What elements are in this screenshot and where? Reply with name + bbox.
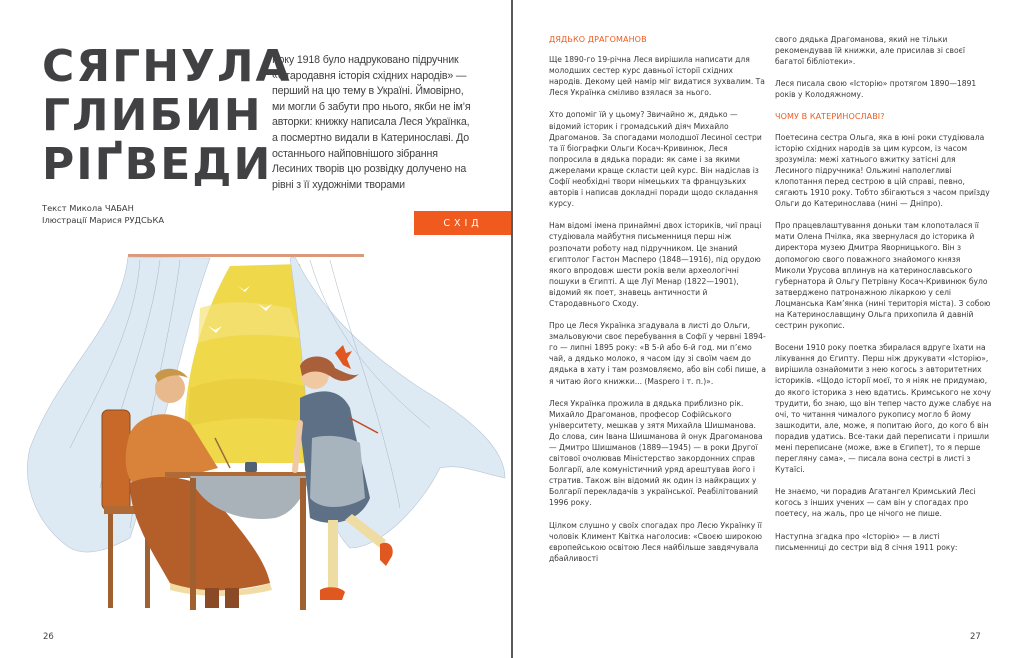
- section-tag: СХІД: [414, 211, 512, 235]
- paragraph: Про працевлаштування доньки там клопоталася її мати Олена Пчілка, яка звернулася до історика й директора музею Дмитра Яворницького. Він з допомогою свого поважного знайомого князя Миколи Урусова вплинув на катеринославського губернатора й Ольгу Петрівну Косач-Кривинюк було затверджено патронажною лікаркою у селі Лоцманська Кам’янка (нині територія міста). З собою на Катеринославщину Ольга прихопила й давній сестрин рукопис.: [775, 221, 991, 331]
- section-heading-katerynoslav: ЧОМУ В КАТЕРИНОСЛАВІ?: [775, 112, 885, 122]
- paragraph: Восени 1910 року поетка збиралася вдруге їхати на лікування до Єгипту. Перш ніж друкувати «Історію», вирішила ознайомити з нею когось з авторитетних істориків. «Щодо історії моєї, то я ніяк не придумаю, до якого історика з нею вдатись. Кримського не хочу трудити, бо знаю, що він тепер часто дуже слабує на очі, то читання чималого рукопису могло б йому зашкодити, але, може, я попитаю його, до кого б він порадив удатись. Все-таки дай переписати і пришли мені переписане (може, вже в Єгипет), то я перше перегляну сама», — писала вона сестрі в листі з Кутаїсі.: [775, 343, 992, 475]
- paragraph: Ще 1890-го 19-річна Леся вирішила написати для молодших сестер курс давньої історії східних народів. Декому цей намір міг видатися зухвалим. Та Леся Українка сміливо взялася за нього.: [549, 55, 765, 98]
- article-title: [42, 41, 292, 190]
- paragraph: Наступна згадка про «Історію» — в листі письменниці до сестри від 8 січня 1911 року:: [775, 531, 958, 552]
- paragraph: Хто допоміг їй у цьому? Звичайно ж, дядько — відомий історик і громадський діяч Михайло Драгоманов. За спогадами молодшої Лесиної сестри та її біографки Ольги Косач-Кривинюк, Леся попросила в дядька поради: як саме і за якими джерелами краще скласти цей курс. Він надіслав із Софії необхідні твори німецьких та французьких авторів і написав докладні поради щодо складання курсу.: [549, 110, 762, 209]
- text-column-1: [549, 34, 767, 575]
- paragraph: Цілком слушно у своїх спогадах про Лесю Українку її чоловік Климент Квітка наголосив: «Своєю широкою європейською освітою Леся найбільше завдячувала дбайливості: [549, 520, 762, 563]
- paragraph: Про це Леся Українка згадувала в листі до Ольги, змальовуючи своє перебування в Софії у червні 1894-го — липні 1895 року: «В 5-й або 6-й год. ми п’ємо чай, а дядько молоко, я часом іду зі своїм чаєм до дядька в хату і там розмовляємо, або він собі пише, а я читаю його книжки... (Maspero і т. п.)».: [549, 321, 766, 386]
- paragraph: Не знаємо, чи порадив Агатангел Кримський Лесі когось з інших учених — сам він у спогадах про поетесу, на жаль, про це нічого не пише.: [775, 487, 976, 519]
- paragraph: свого дядька Драгоманова, який не тільки рекомендував їй книжки, але присилав зі своєї багатої бібліотеки».: [775, 35, 965, 67]
- author-credit: Текст Микола ЧАБАН: [42, 203, 134, 213]
- title-line-2: ГЛИБИН: [42, 90, 263, 141]
- title-line-1: СЯГНУЛА: [42, 41, 292, 92]
- paragraph: Леся писала свою «Історію» протягом 1890—1891 років у Колодяжному.: [775, 79, 977, 100]
- section-heading-dragomanov: ДЯДЬКО ДРАГОМАНОВ: [549, 35, 647, 44]
- paragraph: Нам відомі імена принаймні двох істориків, чиї праці студіювала майбутня письменниця перш ніж розпочати роботу над підручником. Це знаний єгиптолог Гастон Масперо (1848—1916), під орудою якого впродовж шести років вели археологічні пошуки в Єгипті. А ще Луї Менар (1822—1901), відомий як поет, знавець античности й Стародавнього Сходу.: [549, 221, 762, 308]
- title-line-3: РІҐВЕДИ: [42, 139, 273, 190]
- illustration-writing-scene: [0, 248, 512, 628]
- paragraph: Поетесина сестра Ольга, яка в юні роки студіювала історію східних народів за цим курсом, із часом зрозуміла: межі хатнього вжитку затісні для Лесиного підручника! Ольжині наполегливі клопотання перед сестрою в цій справі, певно, сягають 1910 року. Тобто збігаються з часом приїзду Ольги до Катеринослава (нині — Дніпро).: [775, 132, 990, 209]
- lead-paragraph: Року 1918 було надруковано підручник «Стародавня історія східних народів» — перший на цю тему в Україні. Ймовірно, ми могли б забути про нього, якби не ім’я авторки: книжку написала Леся Українка, а посмертно видали в Катеринославі. До останнього найповнішого зібрання Лесиних творів цю розвідку долучено на рівні з її художніми творами: [272, 54, 471, 191]
- page-number-left: 26: [43, 632, 54, 642]
- text-column-2: [775, 34, 993, 564]
- illustrator-credit: Ілюстрації Марися РУДСЬКА: [42, 214, 165, 225]
- page-number-right: 27: [970, 632, 981, 642]
- credits: [42, 203, 164, 226]
- paragraph: Леся Українка прожила в дядька приблизно рік. Михайло Драгоманов, професор Софійського університету, мешкав у зятя Михайла Шишманова. До слова, син Івана Шишманова й онук Драгоманова — Дмитро Шишманов (1889—1945) — в роки Другої світової очолював Міністерство закордонних справ Болгарії, але комуністичний уряд арештував його і стратив. Також він відомий як один із найкращих у Болгарії перекладачів з української. Реабілітований 1996 року.: [549, 398, 763, 508]
